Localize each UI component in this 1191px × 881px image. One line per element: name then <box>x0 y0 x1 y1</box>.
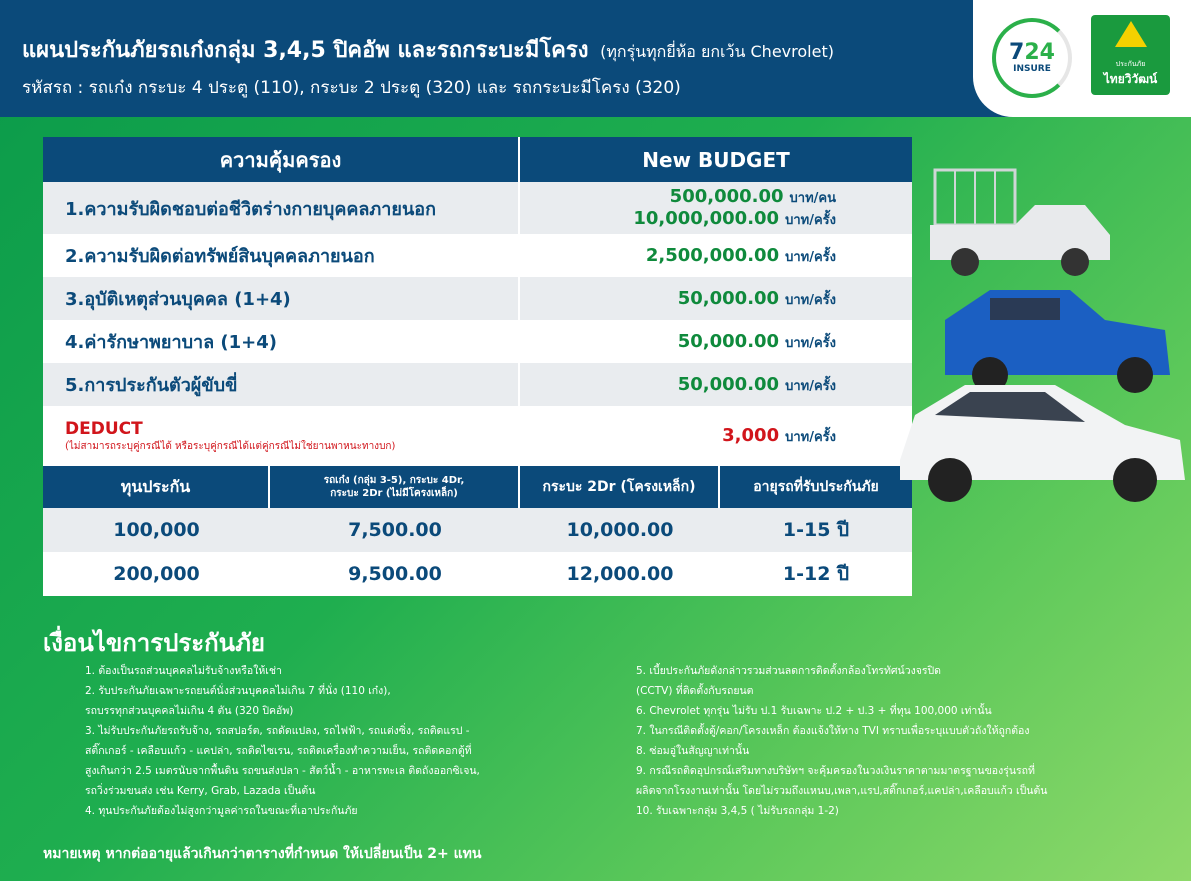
condition-item: 6. Chevrolet ทุกรุ่น ไม่รับ ป.1 รับเฉพาะ ป.2 + ป.3 + ที่ทุน 100,000 เท่านั้น <box>636 705 992 717</box>
condition-item: 2. รับประกันภัยเฉพาะรถยนต์นั่งส่วนบุคคลไม่เกิน 7 ที่นั่ง (110 เก๋ง), <box>85 685 391 697</box>
conditions-right <box>636 661 1156 821</box>
condition-item: รถบรรทุกส่วนบุคคลไม่เกิน 4 ตัน (320 ปิคอัพ) <box>85 705 294 717</box>
condition-item: สติ๊กเกอร์ - เคลือบแก้ว - แคปล่า, รถติดไซเรน, รถติดเครื่องทำความเย็น, รถติดคอกตู้ที่ <box>85 745 472 757</box>
vehicle-code-line: รหัสรถ : รถเก๋ง กระบะ 4 ประตู (110), กระบะ 2 ประตู (320) และ รถกระบะมีโครง (320) <box>22 78 681 98</box>
conditions-left <box>85 661 595 821</box>
condition-item: 8. ซ่อมอู่ในสัญญาเท่านั้น <box>636 745 750 757</box>
thaivivat-logo: ประกันภัย ไทยวิวัฒน์ <box>1091 15 1170 95</box>
condition-item: 5. เบี้ยประกันภัยดังกล่าวรวมส่วนลดการติดตั้งกล้องโทรทัศน์วงจรปิด <box>636 665 942 677</box>
condition-item: 7. ในกรณีติดตั้งตู้/คอก/โครงเหล็ก ต้องแจ้งให้ทาง TVI ทราบเพื่อระบุแบบตัวถังให้ถูกต้อง <box>636 725 1030 737</box>
premium-row: 100,000 7,500.00 10,000.00 1-15 ปี <box>43 508 912 552</box>
title-note: (ทุกรุ่นทุกยี่ห้อ ยกเว้น Chevrolet) <box>600 42 834 61</box>
condition-item: 4. ทุนประกันภัยต้องไม่สูงกว่ามูลค่ารถในขณะที่เอาประกันภัย <box>85 805 358 817</box>
white-sedan-icon <box>900 385 1185 502</box>
thaivivat-mark-icon <box>1111 17 1151 53</box>
deduct-note: (ไม่สามารถระบุคู่กรณีได้ หรือระบุคู่กรณีได้แต่คู่กรณีไม่ใช่ยานพาหนะทางบก) <box>65 440 396 452</box>
insure-724-logo: 724 INSURE <box>992 18 1072 98</box>
condition-item: 3. ไม่รับประกันภัยรถรับจ้าง, รถสปอร์ต, รถดัดแปลง, รถไฟฟ้า, รถแต่งซิ่ง, รถติดแรป - <box>85 725 470 737</box>
deduct-label: DEDUCT <box>65 418 143 439</box>
condition-item: (CCTV) ที่ติดตั้งกับรถยนต <box>636 685 754 697</box>
pickup-cage-icon <box>930 170 1110 276</box>
coverage-row: 3.อุบัติเหตุส่วนบุคคล (1+4) 50,000.00 บาท/ครั้ง <box>43 277 912 320</box>
coverage-row: 2.ความรับผิดต่อทรัพย์สินบุคคลภายนอก 2,500,000.00 บาท/ครั้ง <box>43 234 912 277</box>
cars-illustration <box>895 160 1191 510</box>
condition-item: รถวิ่งร่วมขนส่ง เช่น Kerry, Grab, Lazada เป็นต้น <box>85 785 316 797</box>
coverage-row: 5.การประกันตัวผู้ขับขี่ 50,000.00 บาท/ครั้ง <box>43 363 912 406</box>
page-title: แผนประกันภัยรถเก๋งกลุ่ม 3,4,5 ปิคอัพ และรถกระบะมีโครง (ทุกรุ่นทุกยี่ห้อ ยกเว้น Chevrolet) <box>22 38 834 63</box>
col-plan: New BUDGET <box>642 147 790 172</box>
blue-pickup-icon <box>945 290 1170 393</box>
coverage-header <box>43 137 912 182</box>
conditions-title: เงื่อนไขการประกันภัย <box>43 629 265 657</box>
condition-item: สูงเกินกว่า 2.5 เมตรนับจากพื้นดิน รถขนส่งปลา - สัตว์น้ำ - อาหารทะเล ติดถังออกซิเจน, <box>85 765 480 777</box>
condition-item: 10. รับเฉพาะกลุ่ม 3,4,5 ( ไม่รับรถกลุ่ม 1-2) <box>636 805 839 817</box>
condition-item: 9. กรณีรถติดอุปกรณ์เสริมทางบริษัทฯ จะคุ้มครองในวงเงินราคาตามมาตรฐานของรุ่นรถที่ <box>636 765 1035 777</box>
coverage-table <box>43 137 912 596</box>
coverage-row: 1.ความรับผิดชอบต่อชีวิตร่างกายบุคคลภายนอก 500,000.00 บาท/คน 10,000,000.00 บาท/ครั้ง <box>43 182 912 234</box>
col-coverage: ความคุ้มครอง <box>43 137 520 182</box>
condition-item: 1. ต้องเป็นรถส่วนบุคคลไม่รับจ้างหรือให้เช่า <box>85 665 282 677</box>
deduct-row: DEDUCT (ไม่สามารถระบุคู่กรณีได้ หรือระบุคู่กรณีได้แต่คู่กรณีไม่ใช่ยานพาหนะทางบก) 3,000 บาท/ครั้ง <box>43 406 912 466</box>
coverage-row: 4.ค่ารักษาพยาบาล (1+4) 50,000.00 บาท/ครั้ง <box>43 320 912 363</box>
premium-header: ทุนประกัน รถเก๋ง (กลุ่ม 3-5), กระบะ 4Dr, กระบะ 2Dr (ไม่มีโครงเหล็ก) กระบะ 2Dr (โครงเหล็ก) อายุรถที่รับประกันภัย <box>43 466 912 508</box>
condition-item: ผลิตจากโรงงานเท่านั้น โดยไม่รวมถึงแหนบ,เพลา,แรป,สติ๊กเกอร์,แคปล่า,เคลือบแก้ว เป็นต้น <box>636 785 1048 797</box>
footer-note: หมายเหตุ หากต่ออายุแล้วเกินกว่าตารางที่กำหนด ให้เปลี่ยนเป็น 2+ แทน <box>43 846 482 862</box>
premium-row: 200,000 9,500.00 12,000.00 1-12 ปี <box>43 552 912 596</box>
